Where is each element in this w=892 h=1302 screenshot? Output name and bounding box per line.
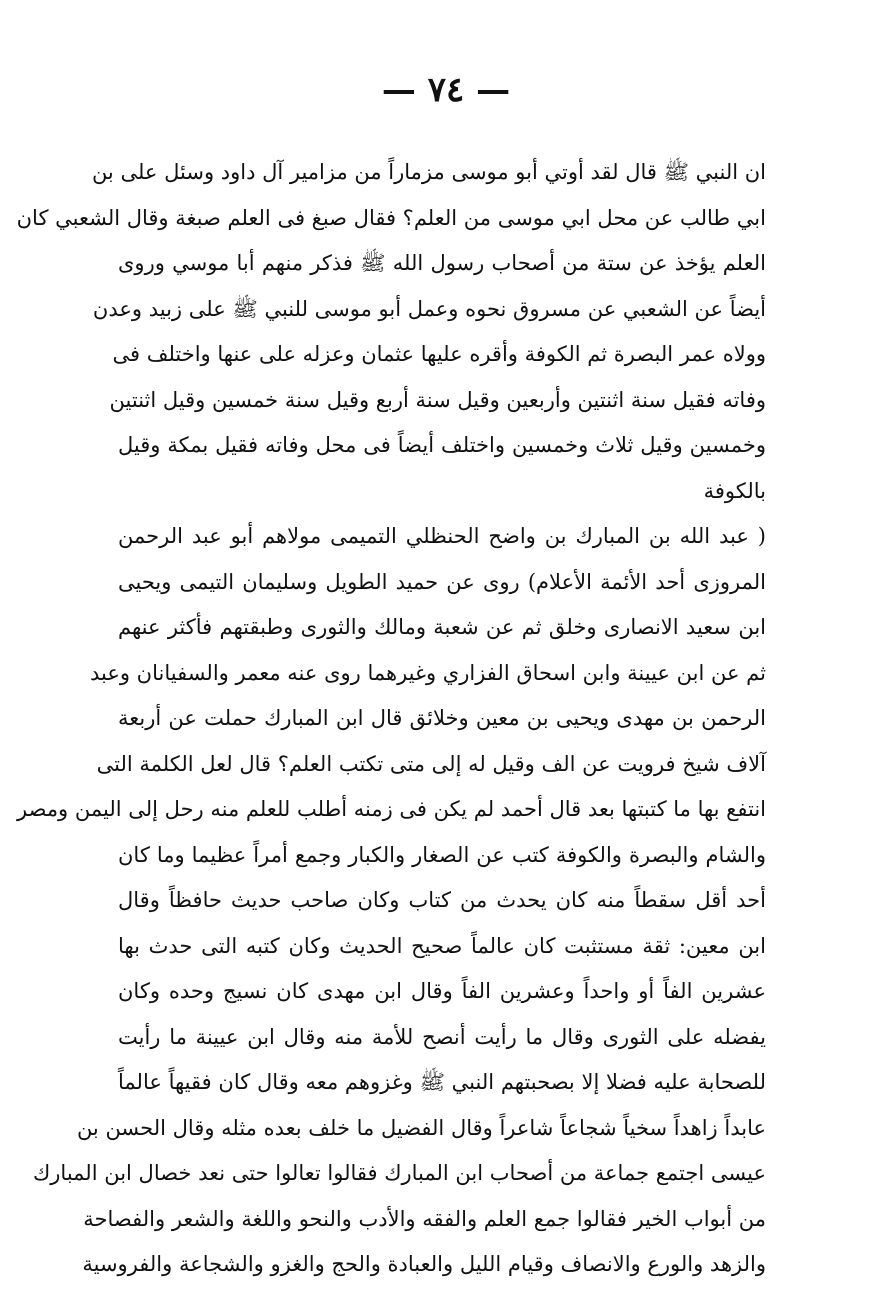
text-line: من أبواب الخير فقالوا جمع العلم والفقه والأدب والنحو واللغة والشعر والفصاحة — [83, 1206, 766, 1231]
text-line: وولاه عمر البصرة ثم الكوفة وأقره عليها عثمان وعزله على عنها واختلف فى — [112, 342, 766, 366]
text-line: وخمسين وقيل ثلاث وخمسين واختلف أيضاً فى محل وفاته فقيل بمكة وقيل — [118, 433, 766, 457]
text-line: ( عبد الله بن المبارك بن واضح الحنظلي التميمى مولاهم أبو عبد الرحمن — [118, 524, 766, 548]
text-line: العلم يؤخذ عن ستة من أصحاب رسول الله ﷺ فذكر منهم أبا موسي وروى — [118, 251, 766, 275]
text-line: ابن سعيد الانصارى وخلق ثم عن شعبة ومالك والثورى وطبقتهم فأكثر عنهم — [118, 615, 766, 639]
text-line: الرحمن بن مهدى ويحيى بن معين وخلائق قال ابن المبارك حملت عن أربعة — [118, 706, 766, 730]
text-line: ان النبي ﷺ قال لقد أوتي أبو موسى مزماراً من مزامير آل داود وسئل على بن — [91, 160, 766, 184]
body-text — [16, 150, 766, 1288]
text-line: عشرين الفاً أو واحداً وعشرين الفاً وقال ابن مهدى كان نسيج وحده وكان — [118, 979, 766, 1003]
text-line: والشام والبصرة والكوفة كتب عن الصغار والكبار وجمع أمراً عظيما وما كان — [118, 842, 766, 867]
text-line: ثم عن ابن عيينة وابن اسحاق الفزاري وغيرهما روى عنه معمر والسفيانان وعبد — [89, 660, 766, 685]
text-line: أيضاً عن الشعبي عن مسروق نحوه وعمل أبو موسى للنبي ﷺ على زبيد وعدن — [92, 296, 766, 321]
text-line: والزهد والورع والانصاف وقيام الليل والعبادة والحج والغزو والشجاعة والفروسية — [82, 1252, 766, 1276]
text-line: وفاته فقيل سنة اثنتين وأربعين وقيل سنة أربع وقيل سنة خمسين وقيل اثنتين — [109, 387, 766, 412]
text-line: أحد أقل سقطاً منه كان يحدث من كتاب وكان صاحب حديث حافظاً وقال — [118, 888, 766, 912]
text-line: انتفع بها ما كتبتها بعد قال أحمد لم يكن فى زمنه أطلب للعلم منه رحل إلى اليمن ومصر — [17, 797, 766, 821]
text-line: ابي طالب عن محل ابي موسى من العلم؟ فقال صبغ فى العلم صبغة وقال الشعبي كان — [16, 205, 766, 230]
text-line: يفضله على الثورى وقال ما رأيت أنصح للأمة منه وقال ابن عيينة ما رأيت — [118, 1024, 766, 1049]
text-line: عيسى اجتمع جماعة من أصحاب ابن المبارك فقالوا تعالوا حتى نعد خصال ابن المبارك — [32, 1161, 766, 1185]
text-line: بالكوفة — [703, 478, 766, 503]
text-line: آلاف شيخ فرويت عن الف وقيل له إلى متى تكتب العلم؟ قال لعل الكلمة التى — [96, 751, 766, 776]
text-line: للصحابة عليه فضلا إلا بصحبتهم النبي ﷺ وغزوهم معه وقال كان فقيهاً عالماً — [118, 1070, 766, 1094]
text-line: ابن معين: ثقة مستثبت كان عالماً صحيح الحديث وكان كتبه التى حدث بها — [118, 933, 766, 958]
text-line: المروزى أحد الأئمة الأعلام) روى عن حميد الطويل وسليمان التيمى ويحيى — [118, 569, 766, 594]
text-line: عابداً زاهداً سخياً شجاعاً شاعراً وقال الفضيل ما خلف بعده مثله وقال الحسن بن — [76, 1115, 766, 1140]
page-number: — ٧٤ — — [381, 70, 511, 110]
